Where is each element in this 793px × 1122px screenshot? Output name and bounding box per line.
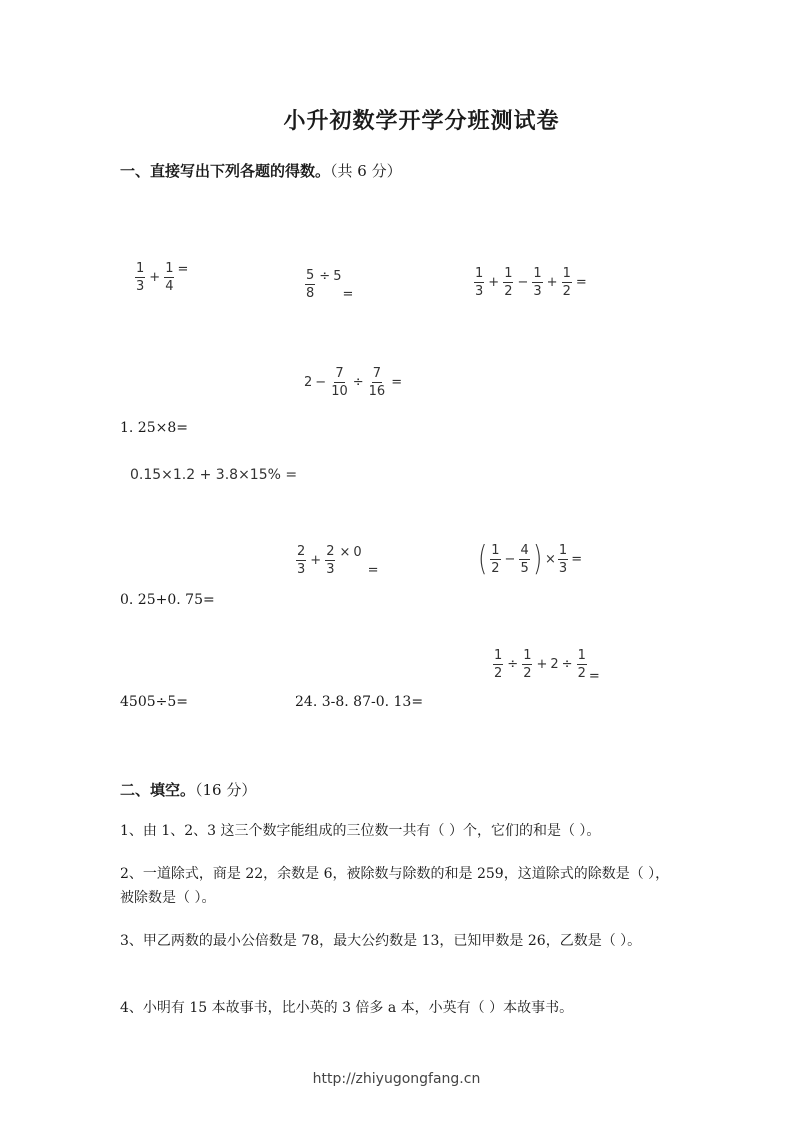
equals-sign: = — [342, 287, 354, 302]
fraction: $\frac{7}{10}$ — [331, 366, 348, 399]
fraction: $\frac{1}{2}$ — [523, 648, 532, 681]
expr-12: 24. 3-8. 87-0. 13= — [295, 694, 424, 710]
equals-sign: = — [177, 262, 189, 277]
expr-7 — [295, 544, 379, 577]
operator: × — [339, 545, 351, 560]
page-title: 小升初数学开学分班测试卷 — [283, 108, 560, 134]
expr-6: 0.15×1.2 + 3.8×15% = — [130, 467, 298, 483]
section-2-points: （16 分） — [195, 781, 257, 799]
section-2-heading — [120, 779, 256, 800]
operator: ÷ — [352, 375, 364, 390]
footer-url: http://zhiyugongfang.cn — [312, 1071, 481, 1087]
question-2: 2、一道除式，商是 22，余数是 6，被除数与除数的和是 259，这道除式的除数是（ ），被除数是（ ）。 — [120, 866, 670, 906]
fraction: $\frac{1}{2}$ — [494, 648, 503, 681]
operator: ÷ — [319, 269, 331, 284]
operand: 2 — [550, 657, 559, 672]
section-1-points: （共 6 分） — [330, 162, 402, 180]
fraction: $\frac{1}{3}$ — [136, 261, 145, 294]
equals-sign: = — [588, 669, 600, 684]
expr-9: 0. 25+0. 75= — [120, 592, 215, 608]
expr-4 — [304, 366, 402, 399]
equals-sign: = — [391, 375, 403, 390]
fraction: $\frac{1}{3}$ — [558, 542, 568, 576]
operand: 0 — [353, 545, 362, 560]
expr-11: 4505÷5= — [120, 694, 188, 710]
fraction: $\frac{1}{3}$ — [475, 266, 484, 299]
fraction: $\frac{2}{3}$ — [326, 544, 335, 577]
operator: + — [310, 553, 322, 568]
fraction: $\frac{1}{2}$ — [491, 542, 500, 576]
operator: + — [546, 275, 558, 290]
fraction: $\frac{1}{2}$ — [504, 266, 513, 299]
left-parenthesis: ( — [477, 539, 488, 579]
equals-sign: = — [575, 275, 587, 290]
operator: + — [536, 657, 548, 672]
section-2-title: 二、填空。 — [120, 781, 196, 799]
operator: − — [504, 551, 516, 567]
fraction: $\frac{7}{16}$ — [368, 366, 386, 399]
fraction: $\frac{1}{2}$ — [562, 266, 571, 299]
expr-1 — [134, 261, 188, 294]
operator: − — [517, 275, 529, 290]
question-1: 1、由 1、2、3 这三个数字能组成的三位数一共有（ ）个，它们的和是（ ）。 — [120, 823, 601, 839]
expr-8 — [476, 539, 583, 579]
question-4: 4、小明有 15 本故事书，比小英的 3 倍多 a 本，小英有（ ）本故事书。 — [120, 1000, 574, 1016]
expr-2 — [304, 268, 353, 301]
operator: + — [488, 275, 500, 290]
section-1-heading — [120, 160, 402, 181]
question-3: 3、甲乙两数的最小公倍数是 78，最大公约数是 13，已知甲数是 26，乙数是（ ）。 — [120, 933, 642, 949]
fraction: $\frac{4}{5}$ — [520, 542, 529, 576]
operator: ÷ — [561, 657, 573, 672]
fraction: $\frac{2}{3}$ — [297, 544, 306, 577]
operand: 5 — [333, 269, 342, 284]
fraction: $\frac{1}{3}$ — [533, 266, 542, 299]
expr-5: 1. 25×8= — [120, 420, 188, 436]
expr-10 — [492, 648, 600, 684]
section-1-title: 一、直接写出下列各题的得数。 — [120, 162, 331, 180]
operator: − — [315, 375, 327, 390]
fraction: $\frac{1}{4}$ — [165, 261, 174, 294]
operator: + — [149, 270, 161, 285]
fraction: $\frac{5}{8}$ — [306, 268, 315, 301]
operand: 2 — [304, 375, 313, 390]
fraction: $\frac{1}{2}$ — [577, 648, 586, 681]
expr-3 — [473, 266, 587, 299]
equals-sign: = — [571, 551, 583, 567]
operator: ÷ — [507, 657, 519, 672]
equals-sign: = — [367, 563, 379, 578]
operator: × — [545, 551, 556, 567]
right-parenthesis: ) — [532, 539, 543, 579]
